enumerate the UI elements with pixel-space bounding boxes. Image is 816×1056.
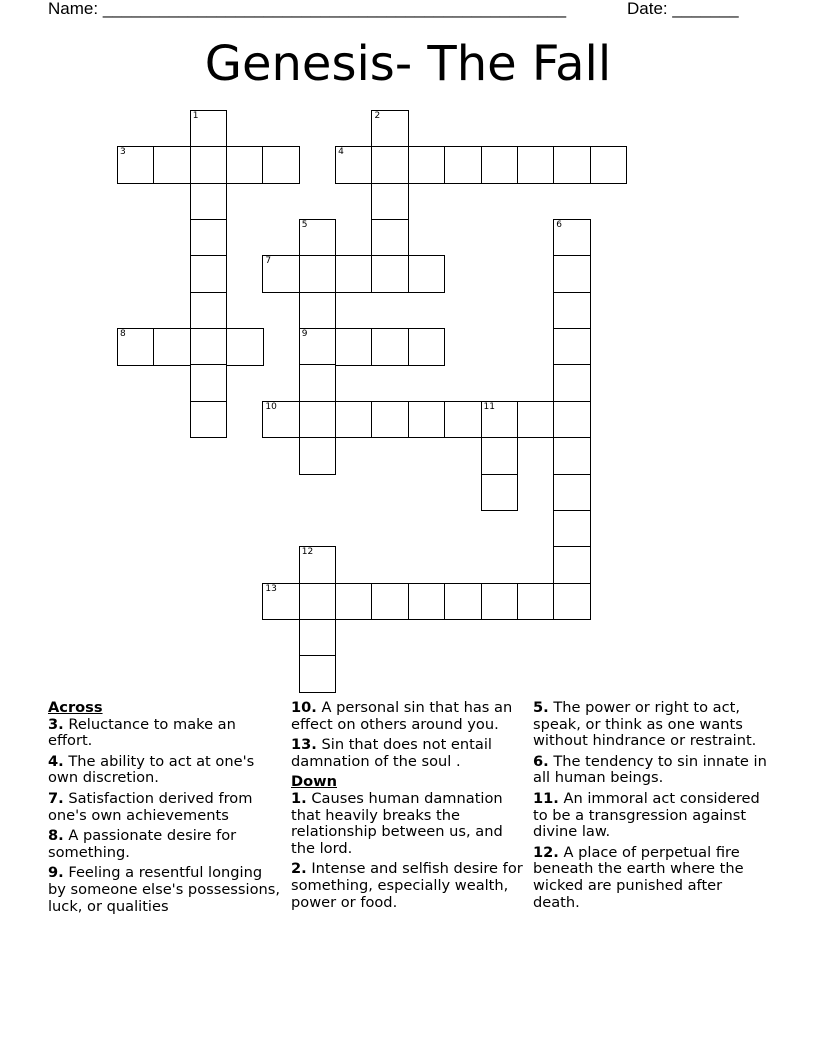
clue-across-8: 8. A passionate desire for something. xyxy=(48,827,237,861)
page-title: Genesis- The Fall xyxy=(204,36,612,92)
clue-across-3: 3. Reluctance to make an effort. xyxy=(48,715,236,750)
grid-cell[interactable] xyxy=(371,583,409,621)
grid-cell[interactable] xyxy=(153,328,191,366)
date-label: Date: xyxy=(627,0,668,18)
grid-cell[interactable] xyxy=(553,255,591,293)
clue-down-12: 12. A place of perpetual fire beneath the earth where the wicked are punished after death. xyxy=(533,843,744,911)
grid-cell[interactable] xyxy=(408,583,446,621)
grid-cell[interactable] xyxy=(117,328,155,366)
grid-cell[interactable] xyxy=(190,401,228,439)
grid-cell[interactable] xyxy=(371,183,409,221)
clue-number: 6 xyxy=(556,220,562,231)
clue-number: 9 xyxy=(301,329,308,340)
grid-cell[interactable] xyxy=(190,364,228,402)
clue-number: 2 xyxy=(374,111,381,121)
grid-cell[interactable] xyxy=(553,364,591,402)
clue-number: 1 xyxy=(192,111,199,121)
clue-number: 4 xyxy=(338,147,344,158)
grid-cell[interactable] xyxy=(335,146,373,184)
grid-cell[interactable] xyxy=(553,474,591,512)
grid-cell[interactable] xyxy=(226,146,264,184)
grid-cell[interactable] xyxy=(481,583,519,621)
grid-cell[interactable] xyxy=(117,146,155,184)
grid-cell[interactable] xyxy=(262,583,300,621)
grid-cell[interactable] xyxy=(481,474,519,512)
clue-across-7: 7. Satisfaction derived from one's own achievements xyxy=(48,789,253,824)
grid-cell[interactable] xyxy=(553,146,591,184)
grid-cell[interactable] xyxy=(444,401,482,439)
clues-column-3 xyxy=(533,700,768,915)
grid-cell[interactable] xyxy=(299,655,337,693)
grid-cell[interactable] xyxy=(408,146,446,184)
grid-cell[interactable] xyxy=(262,146,300,184)
grid-cell[interactable] xyxy=(371,255,409,293)
grid-cell[interactable] xyxy=(553,583,591,621)
grid-cell[interactable] xyxy=(190,183,228,221)
grid-cell[interactable] xyxy=(190,110,228,148)
grid-cell[interactable] xyxy=(517,401,555,439)
grid-cell[interactable] xyxy=(371,146,409,184)
grid-cell[interactable] xyxy=(553,328,591,366)
clue-down-2: 2. Intense and selfish desire for something, especially wealth, power or food. xyxy=(291,860,523,911)
grid-cell[interactable] xyxy=(335,401,373,439)
grid-cell[interactable] xyxy=(299,619,337,657)
grid-cell[interactable] xyxy=(444,146,482,184)
clues-column-2 xyxy=(291,700,523,915)
grid-cell[interactable] xyxy=(553,437,591,475)
grid-cell[interactable] xyxy=(190,146,228,184)
clue-down-5: 5. The power or right to act, speak, or think as one wants without hindrance or restraint. xyxy=(533,699,757,750)
grid-cell[interactable] xyxy=(299,546,337,584)
grid-cell[interactable] xyxy=(262,255,300,293)
grid-cell[interactable] xyxy=(299,401,337,439)
clue-down-1: 1. Causes human damnation that heavily breaks the relationship between us, and the lord. xyxy=(291,789,503,857)
clue-number: 10 xyxy=(265,401,277,412)
grid-cell[interactable] xyxy=(262,401,300,439)
name-line: _________________________________________________ xyxy=(102,0,567,18)
grid-cell[interactable] xyxy=(299,219,337,257)
grid-cell[interactable] xyxy=(517,583,555,621)
grid-cell[interactable] xyxy=(590,146,628,184)
clues-column-1 xyxy=(48,700,280,919)
grid-cell[interactable] xyxy=(481,437,519,475)
grid-cell[interactable] xyxy=(299,583,337,621)
across-heading: Across xyxy=(48,699,103,716)
clue-number: 8 xyxy=(120,329,126,340)
grid-cell[interactable] xyxy=(335,255,373,293)
grid-cell[interactable] xyxy=(190,255,228,293)
grid-cell[interactable] xyxy=(190,219,228,257)
grid-cell[interactable] xyxy=(553,219,591,257)
clue-across-13: 13. Sin that does not entail damnation of the soul . xyxy=(291,736,492,770)
grid-cell[interactable] xyxy=(517,146,555,184)
clue-number: 5 xyxy=(301,220,308,231)
clue-across-10: 10. A personal sin that has an effect on others around you. xyxy=(291,699,513,733)
clue-across-9: 9. Feeling a resentful longing by someone else's possessions, luck, or qualities xyxy=(48,864,280,915)
grid-cell[interactable] xyxy=(553,510,591,548)
grid-cell[interactable] xyxy=(299,437,337,475)
clue-number: 3 xyxy=(120,147,126,158)
name-label: Name: xyxy=(48,0,99,18)
grid-cell[interactable] xyxy=(408,328,446,366)
grid-cell[interactable] xyxy=(408,401,446,439)
grid-cell[interactable] xyxy=(371,401,409,439)
grid-cell[interactable] xyxy=(299,292,337,330)
clue-number: 12 xyxy=(301,547,314,558)
date-line: _______ xyxy=(672,0,739,18)
grid-cell[interactable] xyxy=(553,546,591,584)
grid-cell[interactable] xyxy=(553,292,591,330)
grid-cell[interactable] xyxy=(371,328,409,366)
grid-cell[interactable] xyxy=(190,328,228,366)
clue-down-11: 11. An immoral act considered to be a transgression against divine law. xyxy=(533,789,760,841)
grid-cell[interactable] xyxy=(481,146,519,184)
down-heading: Down xyxy=(291,773,338,791)
grid-cell[interactable] xyxy=(299,255,337,293)
grid-cell[interactable] xyxy=(190,292,228,330)
grid-cell[interactable] xyxy=(153,146,191,184)
grid-cell[interactable] xyxy=(371,219,409,257)
grid-cell[interactable] xyxy=(335,328,373,366)
grid-cell[interactable] xyxy=(335,583,373,621)
clue-number: 7 xyxy=(265,256,272,267)
grid-cell[interactable] xyxy=(371,110,409,148)
grid-cell[interactable] xyxy=(299,364,337,402)
grid-cell[interactable] xyxy=(444,583,482,621)
grid-cell[interactable] xyxy=(553,401,591,439)
grid-cell[interactable] xyxy=(481,401,519,439)
grid-cell[interactable] xyxy=(299,328,337,366)
clue-number: 13 xyxy=(265,583,277,594)
grid-cell[interactable] xyxy=(226,328,264,366)
clue-across-4: 4. The ability to act at one's own discretion. xyxy=(48,752,255,787)
clue-down-6: 6. The tendency to sin innate in all human beings. xyxy=(533,752,767,787)
grid-cell[interactable] xyxy=(408,255,446,293)
clue-number: 11 xyxy=(483,401,495,412)
